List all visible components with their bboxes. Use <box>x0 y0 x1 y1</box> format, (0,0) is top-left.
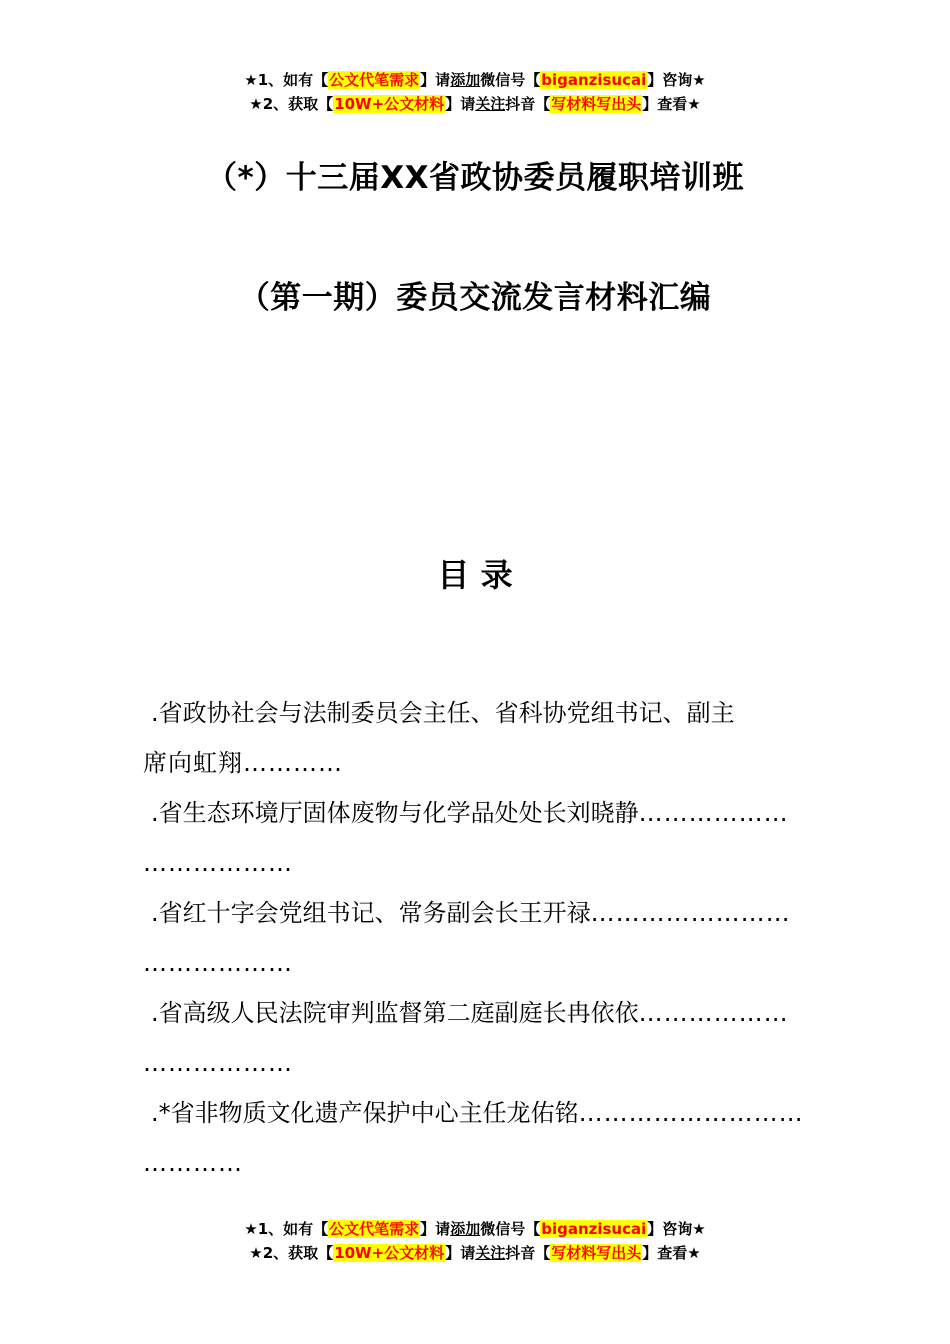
toc-item: .省高级人民法院审判监督第二庭副庭长冉依依……………… ……………… <box>143 999 789 1077</box>
document-title-line-1: （*）十三届XX省政协委员履职培训班 <box>205 160 744 196</box>
banner-line-1: ★1、如有【公文代笔需求】请添加微信号【biganzisucai】咨询★ <box>244 1220 706 1238</box>
banner-line-2: ★2、获取【10W+公文材料】请关注抖音【写材料写出头】查看★ <box>249 95 701 113</box>
toc-item: .省生态环境厅固体废物与化学品处处长刘晓静……………… ……………… <box>143 799 789 877</box>
highlight-douyin: 写材料写出头 <box>551 95 642 113</box>
toc-heading: 目 录 <box>437 556 513 594</box>
table-of-contents <box>143 688 807 1188</box>
banner-line-2: ★2、获取【10W+公文材料】请关注抖音【写材料写出头】查看★ <box>249 1244 701 1262</box>
header-banner <box>0 68 950 116</box>
highlight-douyin: 写材料写出头 <box>551 1244 642 1262</box>
toc-item: .省红十字会党组书记、常务副会长王开禄…………………… ……………… <box>143 899 791 977</box>
highlight-wechat-id: biganzisucai <box>541 1220 647 1238</box>
highlight-wechat-id: biganzisucai <box>541 71 647 89</box>
banner-line-1: ★1、如有【公文代笔需求】请添加微信号【biganzisucai】咨询★ <box>244 71 706 89</box>
highlight-service: 公文代笔需求 <box>329 1220 420 1238</box>
highlight-service: 公文代笔需求 <box>329 71 420 89</box>
highlight-materials: 10W+公文材料 <box>334 1244 445 1262</box>
highlight-materials: 10W+公文材料 <box>334 95 445 113</box>
toc-item: .*省非物质文化遗产保护中心主任龙佑铭……………………… ………… <box>143 1099 804 1177</box>
document-title-line-2: （第一期）委员交流发言材料汇编 <box>238 280 712 316</box>
toc-item: .省政协社会与法制委员会主任、省科协党组书记、副主 席向虹翔………… <box>143 699 735 777</box>
footer-banner <box>0 1217 950 1265</box>
